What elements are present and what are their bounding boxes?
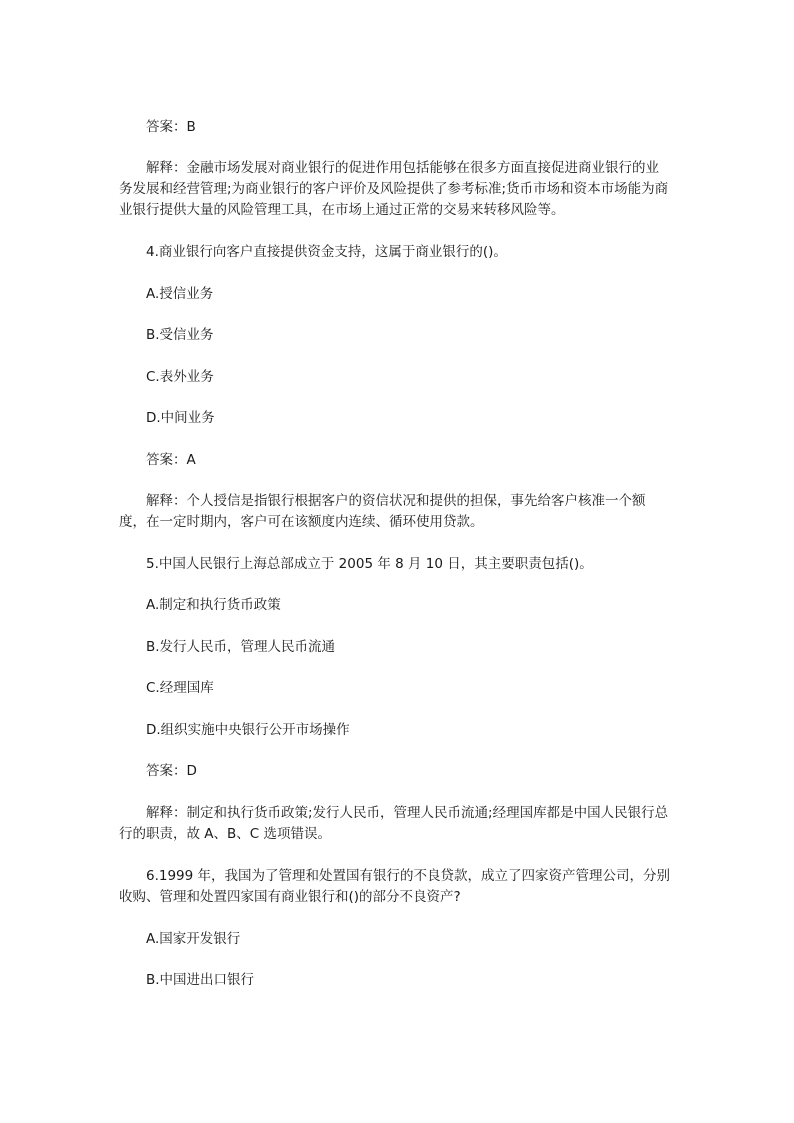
q5-answer: 答案：D [146, 763, 197, 779]
q5-option-b: B.发行人民币，管理人民币流通 [146, 639, 336, 655]
q4-option-b: B.受信业务 [146, 327, 214, 343]
q5-question: 5.中国人民银行上海总部成立于 2005 年 8 月 10 日，其主要职责包括()。 [146, 556, 593, 572]
q4-explanation: 解释：个人授信是指银行根据客户的资信状况和提供的担保，事先给客户核准一个额度，在一定时期内，客户可在该额度内连续、循环使用贷款。 [119, 493, 646, 530]
q6-question: 6.1999 年，我国为了管理和处置国有银行的不良贷款，成立了四家资产管理公司，分别收购、管理和处置四家国有商业银行和()的部分不良资产? [119, 868, 671, 905]
q5-option-a: A.制定和执行货币政策 [146, 597, 281, 613]
q4-answer: 答案：A [146, 452, 196, 468]
q5-option-d: D.组织实施中央银行公开市场操作 [146, 722, 350, 738]
q3-answer: 答案：B [146, 119, 196, 135]
q6-option-b: B.中国进出口银行 [146, 972, 255, 988]
q6-option-a: A.国家开发银行 [146, 931, 241, 947]
q4-option-a: A.授信业务 [146, 286, 214, 302]
q4-option-d: D.中间业务 [146, 410, 215, 426]
q5-option-c: C.经理国库 [146, 680, 214, 696]
q3-explanation: 解释：金融市场发展对商业银行的促进作用包括能够在很多方面直接促进商业银行的业务发展和经营管理;为商业银行的客户评价及风险提供了参考标准;货币市场和资本市场能为商业银行提供大量的风险管理工具，在市场上通过正常的交易来转移风险等。 [119, 160, 669, 218]
q4-option-c: C.表外业务 [146, 369, 214, 385]
q4-question: 4.商业银行向客户直接提供资金支持，这属于商业银行的()。 [146, 244, 507, 260]
q5-explanation: 解释：制定和执行货币政策;发行人民币，管理人民币流通;经理国库都是中国人民银行总行的职责，故 A、B、C 选项错误。 [119, 805, 669, 842]
